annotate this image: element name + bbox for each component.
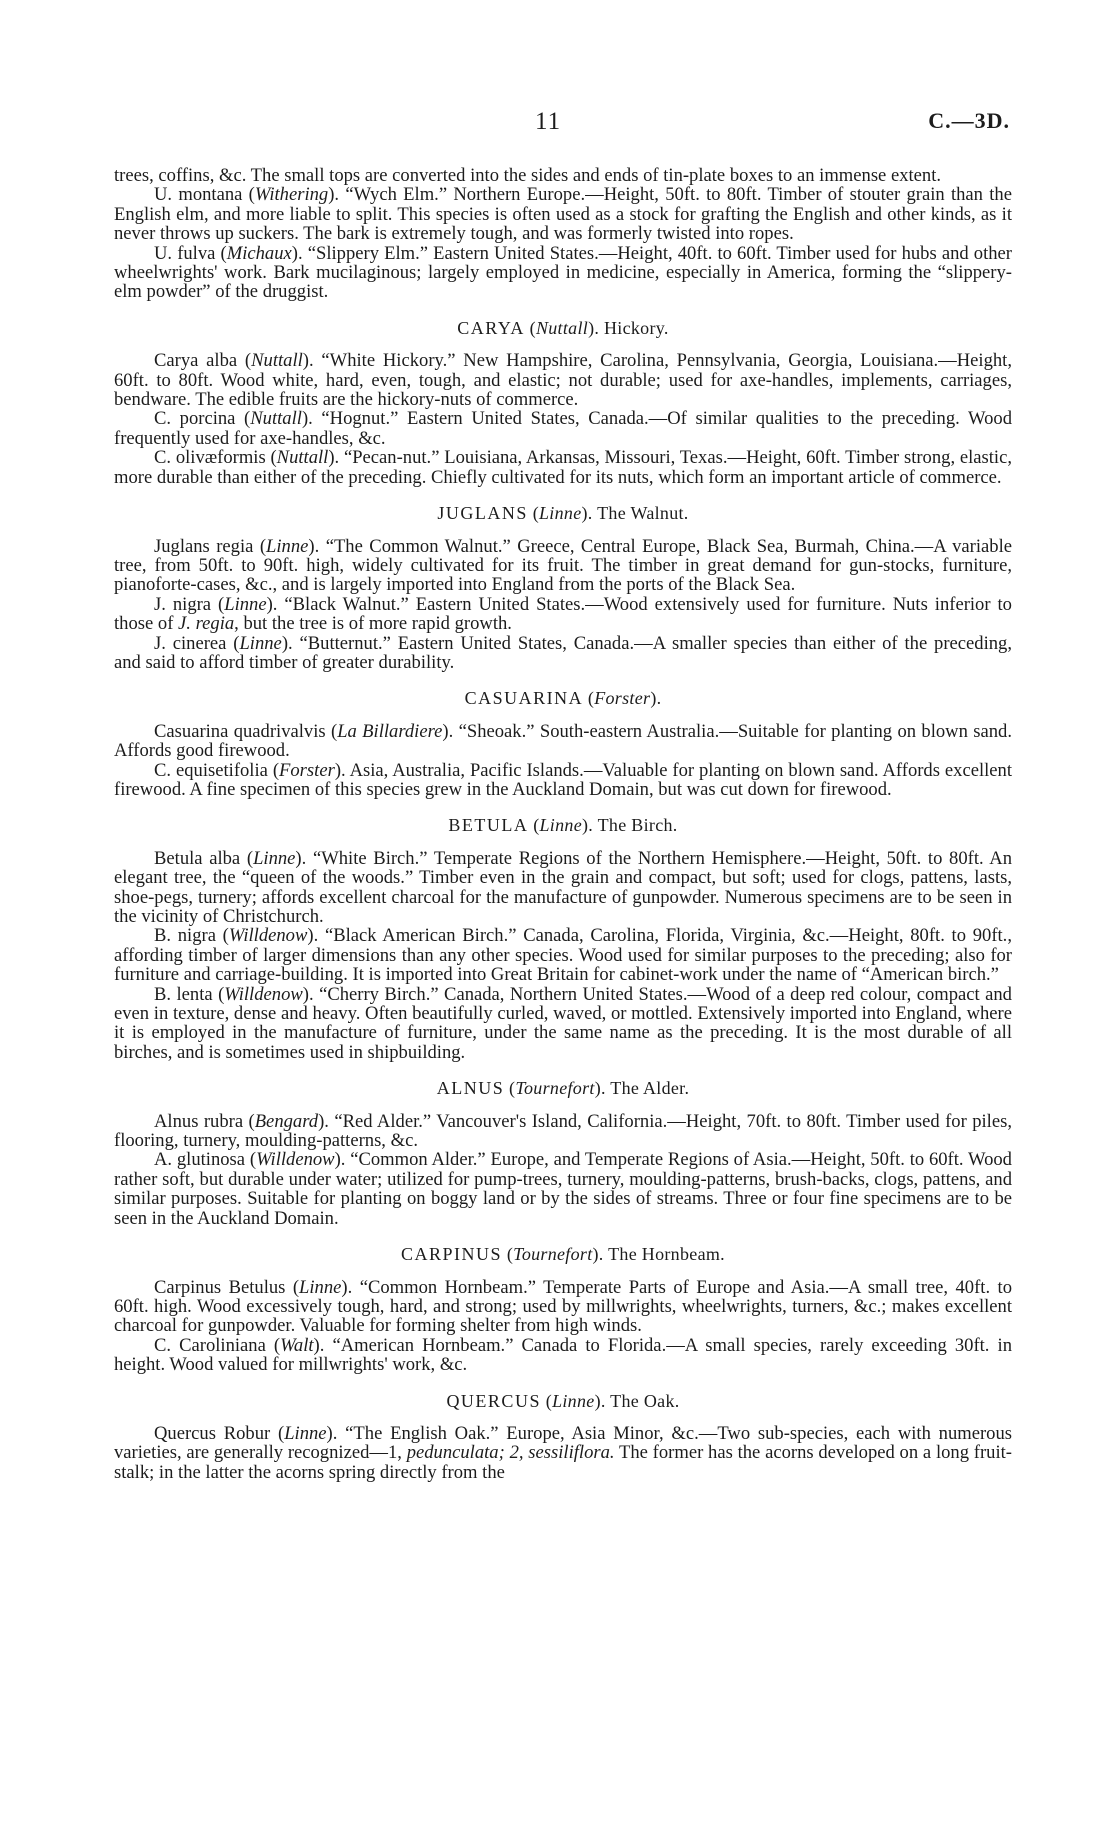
species-description: “Cherry Birch.” Canada, Northern United States.—Wood of a deep red colour, compact and even in texture, dense and heavy. Often beautifully curled, waved, or mottled. Extensively imported into England, where it is employed in the manufacture of furniture, under the same name as the preceding. It is the most durable of all birches, and is sometimes used in shipbuilding. [114, 983, 1012, 1063]
genus-name: CARYA [457, 317, 525, 338]
species-author: Linne [299, 1276, 342, 1298]
species-name: B. lenta [154, 983, 213, 1005]
species-description: “Sheoak.” South-eastern Australia.—Suitable for planting on blown sand. Affords good firewood. [114, 720, 1012, 762]
genus-heading: CASUARINA (Forster). [464, 688, 662, 709]
species-entry: Carpinus Betulus (Linne). “Common Hornbeam.” Temperate Parts of Europe and Asia.—A small tree, 40ft. to 60ft. high. Wood excessively tough, hard, and strong; used by millwrights, wheelwrights, turners, &c.; makes excellent charcoal for gunpowder. Valuable for forming shelter from high winds. [114, 1276, 1013, 1337]
species-entry: J. nigra (Linne). “Black Walnut.” Eastern United States.—Wood extensively used for furniture. Nuts inferior to those of J. regia, but the tree is of more rapid growth. [114, 593, 1012, 635]
species-name: C. porcina [154, 408, 236, 430]
species-author: La Billardiere [337, 720, 443, 742]
species-entry: Alnus rubra (Bengard). “Red Alder.” Vancouver's Island, California.—Height, 70ft. to 80ft. Timber used for piles, flooring, turnery, moulding-patterns, &c. [114, 1110, 1012, 1152]
intro-paragraph: trees, coffins, &c. The small tops are converted into the sides and ends of tin-plate boxes to an immense extent. [114, 165, 942, 186]
genus-heading: CARYA (Nuttall). Hickory. [457, 317, 669, 338]
ulmus-entries [114, 185, 1012, 301]
species-description-continued: The former has the acorns developed on a long fruit-stalk; in the latter the acorns spring directly from the [114, 1442, 1012, 1483]
species-author: Nuttall [250, 408, 302, 430]
species-author: Forster [279, 759, 335, 781]
document-reference: C.—3D. [928, 108, 1010, 133]
genus-authority: Tournefort [515, 1078, 595, 1099]
species-name: C. equisetifolia [154, 759, 268, 781]
species-name: Carpinus Betulus [154, 1276, 286, 1298]
genus-heading: JUGLANS (Linne). The Walnut. [437, 503, 689, 524]
species-name: Alnus rubra [154, 1110, 244, 1132]
species-description: “White Birch.” Temperate Regions of the Northern Hemisphere.—Height, 50ft. to 80ft. An elegant tree, the “queen of the woods.” Timber even in the grain and compact, but soft; used for clogs, pattens, lasts, shoe-pegs, turnery; affords excellent charcoal for the manufacture of gunpowder. Numerous specimens are to be seen in the vicinity of Christchurch. [114, 847, 1013, 927]
species-name: Quercus Robur [154, 1422, 271, 1444]
species-description: “Hognut.” Eastern United States, Canada.—Of similar qualities to the preceding. Wood frequently used for axe-handles, &c. [114, 408, 1012, 449]
genus-name: JUGLANS [437, 503, 528, 524]
genus-name: ALNUS [436, 1078, 505, 1099]
species-description-continued: , but the tree is of more rapid growth. [234, 613, 512, 635]
species-entry: C. Caroliniana (Walt). “American Hornbeam.” Canada to Florida.—A small species, rarely exceeding 30ft. in height. Wood valued for millwrights' work, &c. [114, 1334, 1012, 1376]
page-number: 11 [535, 108, 562, 135]
species-entry: C. olivæformis (Nuttall). “Pecan-nut.” Louisiana, Arkansas, Missouri, Texas.—Height, 60ft. Timber strong, elastic, more durable than either of the preceding. Chiefly cultivated for its nuts, which form an important article of commerce. [114, 447, 1012, 488]
genus-name: BETULA [448, 815, 529, 836]
species-name: Casuarina quadrivalvis [154, 720, 326, 742]
species-description: “Wych Elm.” Northern Europe.—Height, 50ft. to 80ft. Timber of stouter grain than the English elm, and more liable to split. This species is often used as a stock for grafting the English and other kinds, as it never throws up suckers. The bark is extremely tough, and was formerly twisted into ropes. [114, 184, 1012, 245]
species-entry: J. cinerea (Linne). “Butternut.” Eastern United States, Canada.—A smaller species than either of the preceding, and said to afford timber of greater durability. [114, 632, 1012, 673]
species-entry: C. equisetifolia (Forster). Asia, Australia, Pacific Islands.—Valuable for planting on blown sand. Affords excellent firewood. A fine specimen of this species grew in the Auckland Domain, but was cut down for firewood. [114, 759, 1012, 800]
species-entry: U. montana (Withering). “Wych Elm.” Northern Europe.—Height, 50ft. to 80ft. Timber of stouter grain than the English elm, and more liable to split. This species is often used as a stock for grafting the English and other kinds, as it never throws up suckers. The bark is extremely tough, and was formerly twisted into ropes. [114, 184, 1012, 245]
species-entry: Betula alba (Linne). “White Birch.” Temperate Regions of the Northern Hemisphere.—Height, 50ft. to 80ft. An elegant tree, the “queen of the woods.” Timber even in the grain and compact, but soft; used for clogs, pattens, lasts, shoe-pegs, turnery; affords excellent charcoal for the manufacture of gunpowder. Numerous specimens are to be seen in the vicinity of Christchurch. [114, 847, 1013, 927]
species-entry: Quercus Robur (Linne). “The English Oak.” Europe, Asia Minor, &c.—Two sub-species, each with numerous varieties, are generally recognized—1, pedunculata; 2, sessiliflora. The former has the acorns developed on a long fruit-stalk; in the latter the acorns spring directly from the [114, 1422, 1012, 1483]
species-author: Linne [239, 632, 282, 654]
species-entry: Carya alba (Nuttall). “White Hickory.” New Hampshire, Carolina, Pennsylvania, Georgia, Louisiana.—Height, 60ft. to 80ft. Wood white, hard, even, tough, and elastic; not durable; used for axe-handles, implements, carriages, bendware. The edible fruits are the hickory-nuts of commerce. [114, 350, 1012, 411]
genus-authority: Tournefort [513, 1244, 593, 1265]
genus-name: QUERCUS [446, 1390, 541, 1411]
species-description: “The English Oak.” Europe, Asia Minor, &c.—Two sub-species, each with numerous varieties, are generally recognized—1, [114, 1422, 1012, 1464]
species-description: “American Hornbeam.” Canada to Florida.—A small species, rarely exceeding 30ft. in height. Wood valued for millwrights' work, &c. [114, 1334, 1012, 1376]
species-name: U. montana [154, 184, 243, 206]
species-entry: Casuarina quadrivalvis (La Billardiere). “Sheoak.” South-eastern Australia.—Suitable for planting on blown sand. Affords good firewood. [114, 720, 1012, 762]
species-entry: U. fulva (Michaux). “Slippery Elm.” Eastern United States.—Height, 40ft. to 60ft. Timber used for hubs and other wheelwrights' work. Bark mucilaginous; largely employed in medicine, especially in America, forming the “slippery-elm powder” of the druggist. [114, 242, 1012, 303]
species-author: Linne [266, 535, 309, 557]
genus-name: CARPINUS [401, 1244, 503, 1265]
species-description: “White Hickory.” New Hampshire, Carolina, Pennsylvania, Georgia, Louisiana.—Height, 60ft. to 80ft. Wood white, hard, even, tough, and elastic; not durable; used for axe-handles, implements, carriages, bendware. The edible fruits are the hickory-nuts of commerce. [114, 350, 1012, 411]
page-body [114, 166, 1012, 1482]
species-name: B. nigra [154, 925, 216, 947]
species-author: Willdenow [224, 983, 303, 1005]
species-author: Linne [284, 1422, 327, 1444]
species-description: “The Common Walnut.” Greece, Central Europe, Black Sea, Burmah, China.—A variable tree, from 50ft. to 90ft. high, widely cultivated for its fruit. The timber in great demand for gun-stocks, furniture, pianoforte-cases, &c., and is largely imported into England from the ports of the Black Sea. [114, 535, 1012, 596]
species-author: Nuttall [251, 350, 303, 372]
species-author: Walt [280, 1334, 314, 1356]
species-author: Linne [253, 847, 296, 869]
species-description: “Black American Birch.” Canada, Carolina, Florida, Virginia, &c.—Height, 80ft. to 90ft., affording timber of larger dimensions than any other species. Wood used for similar purposes to the preceding; also for furniture and carriage-building. It is imported into Great Britain for cabinet-work under the name of “American birch.” [114, 925, 1012, 986]
species-italic-reference: J. regia [178, 613, 235, 635]
species-name: J. nigra [154, 593, 212, 615]
species-author: Nuttall [276, 447, 329, 469]
species-entry: B. lenta (Willdenow). “Cherry Birch.” Canada, Northern United States.—Wood of a deep red colour, compact and even in texture, dense and heavy. Often beautifully curled, waved, or mottled. Extensively imported into England, where it is employed in the manufacture of furniture, under the same name as the preceding. It is the most durable of all birches, and is sometimes used in shipbuilding. [114, 983, 1012, 1063]
genus-common-name: The Oak. [610, 1390, 680, 1411]
genus-heading: CARPINUS (Tournefort). The Hornbeam. [401, 1244, 725, 1265]
species-author: Linne [224, 593, 267, 615]
species-description: Asia, Australia, Pacific Islands.—Valuable for planting on blown sand. Affords excellent firewood. A fine specimen of this species grew in the Auckland Domain, but was cut down for firewood. [114, 759, 1012, 800]
species-description: “Common Alder.” Europe, and Temperate Regions of Asia.—Height, 50ft. to 60ft. Wood rather soft, but durable under water; utilized for pump-trees, turnery, moulding-patterns, brush-backs, clogs, pattens, and similar purposes. Suitable for planting on boggy land or by the sides of streams. Three or four fine specimens are to be seen in the Auckland Domain. [114, 1149, 1012, 1229]
genus-authority: Linne [539, 503, 582, 524]
genus-authority: Linne [552, 1390, 595, 1411]
genus-common-name: Hickory. [603, 317, 669, 338]
species-description: “Pecan-nut.” Louisiana, Arkansas, Missouri, Texas.—Height, 60ft. Timber strong, elastic, more durable than either of the preceding. Chiefly cultivated for its nuts, which form an important article of commerce. [114, 447, 1012, 488]
genus-heading: QUERCUS (Linne). The Oak. [446, 1390, 680, 1411]
genus-common-name: The Hornbeam. [608, 1244, 725, 1265]
species-description: “Butternut.” Eastern United States, Canada.—A smaller species than either of the preceding, and said to afford timber of greater durability. [114, 632, 1012, 673]
genus-common-name: The Birch. [597, 815, 678, 836]
genus-authority: Forster [594, 688, 651, 709]
genus-common-name: The Walnut. [597, 503, 689, 524]
species-name: C. Caroliniana [154, 1334, 266, 1356]
genus-common-name: The Alder. [610, 1078, 690, 1099]
species-name: Betula alba [154, 847, 241, 869]
species-description: “Red Alder.” Vancouver's Island, California.—Height, 70ft. to 80ft. Timber used for piles, flooring, turnery, moulding-patterns, &c. [114, 1110, 1012, 1152]
genus-sections [114, 319, 1012, 1482]
species-description: “Black Walnut.” Eastern United States.—Wood extensively used for furniture. Nuts inferior to those of [114, 593, 1012, 635]
species-italic-reference: pedunculata; 2, sessiliflora. [406, 1442, 615, 1464]
species-author: Willdenow [228, 925, 308, 947]
species-name: Carya alba [154, 350, 238, 372]
species-author: Michaux [226, 242, 292, 264]
species-entry: Juglans regia (Linne). “The Common Walnut.” Greece, Central Europe, Black Sea, Burmah, China.—A variable tree, from 50ft. to 90ft. high, widely cultivated for its fruit. The timber in great demand for gun-stocks, furniture, pianoforte-cases, &c., and is largely imported into England from the ports of the Black Sea. [114, 535, 1012, 596]
species-name: Juglans regia [154, 535, 254, 557]
genus-heading: ALNUS (Tournefort). The Alder. [436, 1078, 690, 1099]
genus-authority: Linne [539, 815, 583, 836]
species-name: C. olivæformis [154, 447, 266, 469]
species-author: Bengard [254, 1110, 319, 1132]
species-entry: B. nigra (Willdenow). “Black American Birch.” Canada, Carolina, Florida, Virginia, &c.—Height, 80ft. to 90ft., affording timber of larger dimensions than any other species. Wood used for similar purposes to the preceding; also for furniture and carriage-building. It is imported into Great Britain for cabinet-work under the name of “American birch.” [114, 925, 1012, 986]
genus-authority: Nuttall [535, 317, 589, 338]
species-name: U. fulva [154, 242, 216, 264]
species-entry: C. porcina (Nuttall). “Hognut.” Eastern United States, Canada.—Of similar qualities to the preceding. Wood frequently used for axe-handles, &c. [114, 408, 1012, 449]
genus-heading: BETULA (Linne). The Birch. [448, 815, 678, 836]
species-author: Willdenow [256, 1149, 335, 1171]
species-name: J. cinerea [154, 632, 227, 654]
species-author: Withering [254, 184, 329, 206]
species-entry: A. glutinosa (Willdenow). “Common Alder.” Europe, and Temperate Regions of Asia.—Height, 50ft. to 60ft. Wood rather soft, but durable under water; utilized for pump-trees, turnery, moulding-patterns, brush-backs, clogs, pattens, and similar purposes. Suitable for planting on boggy land or by the sides of streams. Three or four fine specimens are to be seen in the Auckland Domain. [114, 1149, 1012, 1229]
species-description: “Common Hornbeam.” Temperate Parts of Europe and Asia.—A small tree, 40ft. to 60ft. high. Wood excessively tough, hard, and strong; used by millwrights, wheelwrights, turners, &c.; makes excellent charcoal for gunpowder. Valuable for forming shelter from high winds. [114, 1276, 1013, 1337]
species-name: A. glutinosa [154, 1149, 246, 1171]
species-description: “Slippery Elm.” Eastern United States.—Height, 40ft. to 60ft. Timber used for hubs and other wheelwrights' work. Bark mucilaginous; largely employed in medicine, especially in America, forming the “slippery-elm powder” of the druggist. [114, 242, 1012, 303]
genus-name: CASUARINA [464, 688, 584, 709]
